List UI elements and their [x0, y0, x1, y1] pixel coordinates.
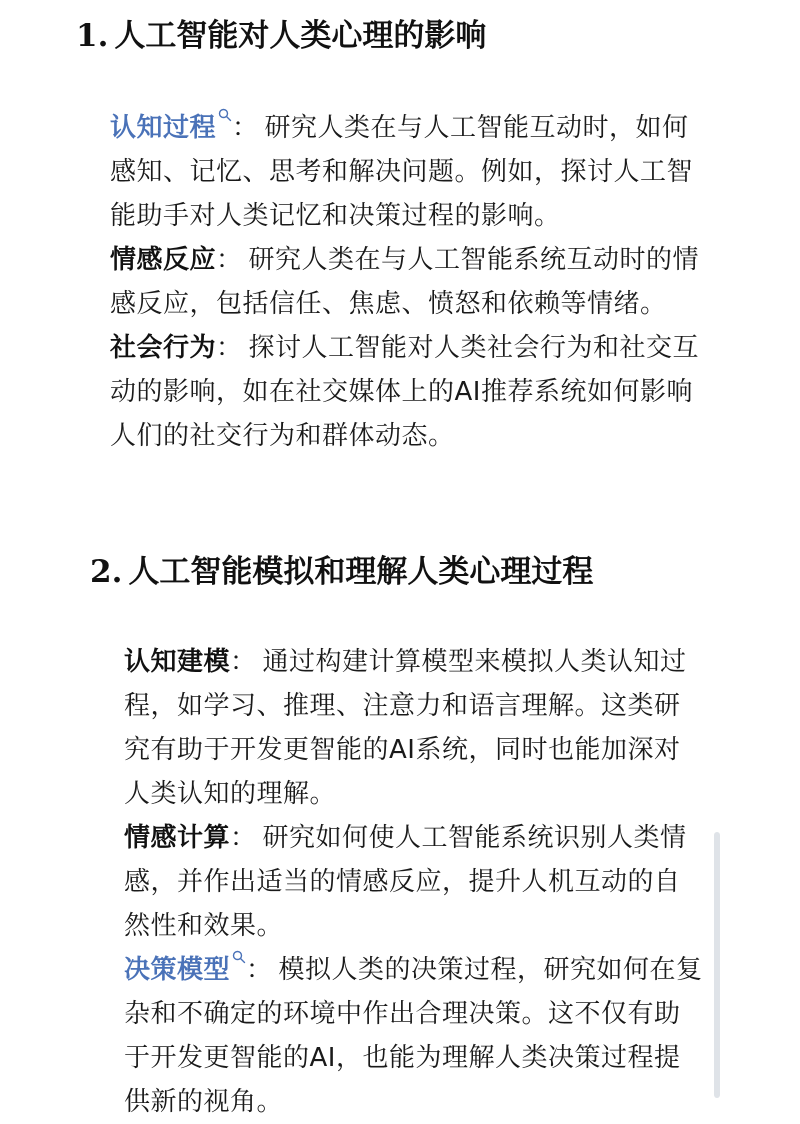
term-colon: ：: [230, 647, 257, 677]
section-2-list: [124, 640, 704, 1124]
list-item: [110, 106, 710, 238]
search-icon[interactable]: [218, 108, 232, 122]
item-description: 研究人类在与人工智能互动时，如何感知、记忆、思考和解决问题。例如，探讨人工智能助手对人类记忆和决策过程的影响。: [110, 113, 694, 231]
term-social-behavior: 社会行为: [110, 333, 217, 363]
term-link-cognitive-process[interactable]: 认知过程: [110, 113, 217, 143]
section-title-text: 人工智能模拟和理解人类心理过程: [128, 554, 594, 590]
section-2-title: [90, 552, 593, 592]
term-affective-computing: 情感计算: [124, 823, 231, 853]
term-cognitive-modeling: 认知建模: [124, 647, 231, 677]
search-icon[interactable]: [232, 950, 246, 964]
section-title-text: 人工智能对人类心理的影响: [114, 18, 487, 54]
section-1-list: [110, 106, 710, 458]
list-item: [124, 640, 704, 816]
list-item: [110, 238, 710, 326]
term-colon: ：: [216, 245, 243, 275]
section-1-title: [76, 16, 486, 56]
term-colon: ：: [216, 333, 243, 363]
term-colon: ：: [230, 823, 257, 853]
scrollbar[interactable]: [714, 832, 720, 1098]
item-description: 研究人类在与人工智能系统互动时的情感反应，包括信任、焦虑、愤怒和依赖等情绪。: [110, 245, 700, 319]
list-item: [110, 326, 710, 458]
item-description: 模拟人类的决策过程，研究如何在复杂和不确定的环境中作出合理决策。这不仅有助于开发更智能的AI，也能为理解人类决策过程提供新的视角。: [124, 955, 703, 1117]
section-number: 1.: [76, 18, 109, 54]
item-description: 研究如何使人工智能系统识别人类情感，并作出适当的情感反应，提升人机互动的自然性和效果。: [124, 823, 687, 941]
section-number: 2.: [90, 554, 123, 590]
item-description: 探讨人工智能对人类社会行为和社交互动的影响，如在社交媒体上的AI推荐系统如何影响人们的社交行为和群体动态。: [110, 333, 700, 451]
term-emotional-response: 情感反应: [110, 245, 217, 275]
term-link-decision-model[interactable]: 决策模型: [124, 955, 231, 985]
list-item: [124, 816, 704, 948]
term-colon: ：: [232, 113, 259, 143]
term-colon: ：: [246, 955, 273, 985]
item-description: 通过构建计算模型来模拟人类认知过程，如学习、推理、注意力和语言理解。这类研究有助于开发更智能的AI系统，同时也能加深对人类认知的理解。: [124, 647, 687, 809]
